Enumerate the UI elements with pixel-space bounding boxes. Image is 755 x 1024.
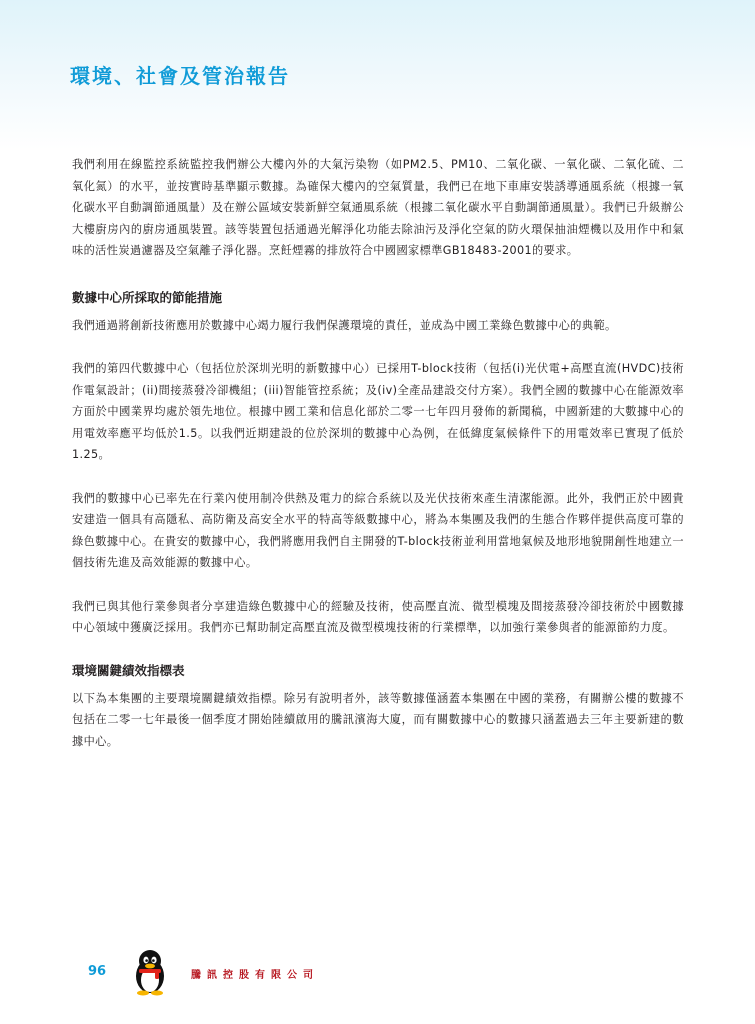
paragraph: 我們的第四代數據中心（包括位於深圳光明的新數據中心）已採用T-block技術（包括(i)光伏電+高壓直流(HVDC)技術作電氣設計；(ii)間接蒸發冷卻機組；(iii)智能管控系統；及(iv)全產品建設交付方案）。我們全國的數據中心在能源效率方面於中國業界均處於領先地位。根據中國工業和信息化部於二零一七年四月發佈的新聞稿，中國新建的大數據中心的用電效率應平均低於1.5。以我們近期建設的位於深圳的數據中心為例，在低緯度氣候條件下的用電效率已實現了低於1.25。 xyxy=(72,362,684,461)
paragraph: 我們通過將創新技術應用於數據中心竭力履行我們保護環境的責任，並成為中國工業綠色數據中心的典範。 xyxy=(72,318,617,332)
page-number: 96 xyxy=(88,964,107,979)
section-heading-energy-saving: 數據中心所採取的節能措施 xyxy=(72,289,223,305)
page-footer xyxy=(88,948,408,998)
page-title: 環境、社會及管治報告 xyxy=(70,64,290,88)
section-heading-kpi-table: 環境關鍵績效指標表 xyxy=(72,662,185,678)
paragraph: 我們已與其他行業參與者分享建造綠色數據中心的經驗及技術，使高壓直流、微型模塊及間接蒸發冷卻技術於中國數據中心領域中獲廣泛採用。我們亦已幫助制定高壓直流及微型模塊技術的行業標準，以加強行業參與者的能源節約力度。 xyxy=(72,599,684,634)
intro-paragraph: 我們利用在線監控系統監控我們辦公大樓內外的大氣污染物（如PM2.5、PM10、二氧化碳、一氧化碳、二氧化硫、二氧化氮）的水平，並按實時基準顯示數據。為確保大樓內的空氣質量，我們已在地下車庫安裝誘導通風系統（根據一氧化碳水平自動調節通風量）及在辦公區域安裝新鮮空氣通風系統（根據二氧化碳水平自動調節通風量）。我們已升級辦公大樓廚房內的廚房通風裝置。該等裝置包括通過光解淨化功能去除油污及淨化空氣的防火環保抽油煙機以及用作中和氣味的活性炭過濾器及空氣離子淨化器。烹飪煙霧的排放符合中國國家標準GB18483-2001的要求。 xyxy=(72,158,684,257)
penguin-logo-icon xyxy=(130,948,170,996)
company-name: 騰訊控股有限公司 xyxy=(191,970,319,981)
report-body xyxy=(72,154,684,774)
paragraph: 以下為本集團的主要環境關鍵績效指標。除另有說明者外，該等數據僅涵蓋本集團在中國的業務，有關辦公樓的數據不包括在二零一七年最後一個季度才開始陸續啟用的騰訊濱海大廈，而有關數據中心的數據只涵蓋過去三年主要新建的數據中心。 xyxy=(72,691,684,748)
paragraph: 我們的數據中心已率先在行業內使用制冷供熱及電力的綜合系統以及光伏技術來產生清潔能源。此外，我們正於中國貴安建造一個具有高隱私、高防衛及高安全水平的特高等級數據中心，將為本集團及我們的生態合作夥伴提供高度可靠的綠色數據中心。在貴安的數據中心，我們將應用我們自主開發的T-block技術並利用當地氣候及地形地貌開創性地建立一個技術先進及高效能源的數據中心。 xyxy=(72,491,684,569)
